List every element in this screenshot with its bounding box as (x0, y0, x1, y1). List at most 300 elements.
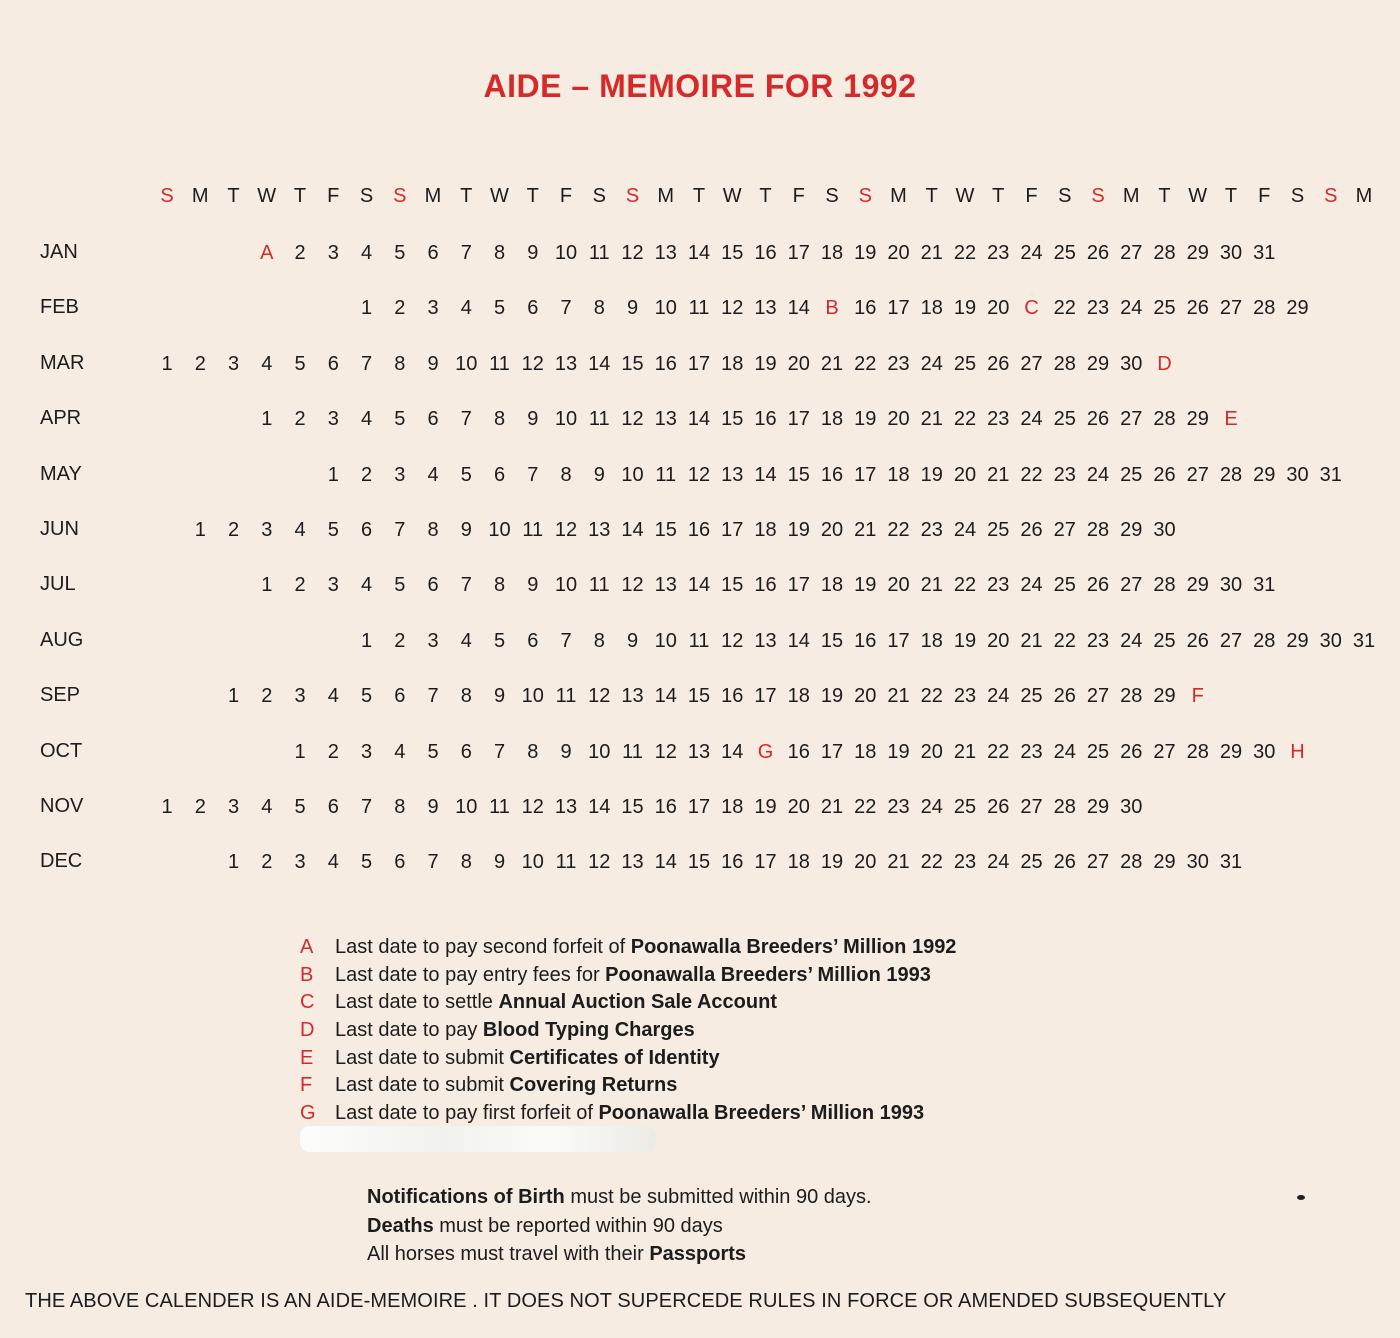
day-cell: 24 (953, 519, 977, 541)
day-cell: 30 (1286, 463, 1309, 486)
day-cell: 19 (953, 629, 977, 652)
notes (367, 1183, 872, 1269)
day-cell: 14 (721, 740, 744, 763)
deadline-marker: E (1224, 408, 1238, 431)
day-cell: 24 (987, 851, 1010, 874)
day-cell: 3 (227, 352, 240, 375)
day-cell: 3 (427, 629, 439, 652)
day-cell: 27 (1186, 463, 1209, 486)
legend-text: Last date to pay second forfeit of (335, 936, 631, 958)
footer-disclaimer: THE ABOVE CALENDER IS AN AIDE-MEMOIRE . IT DOES NOT SUPERCEDE RULES IN FORCE OR AMENDED SUBSEQUENTLY (25, 1290, 1227, 1312)
day-cell: 12 (687, 463, 711, 486)
day-cell: 10 (488, 519, 511, 541)
day-cell: 19 (820, 685, 844, 708)
day-cell: 27 (1020, 796, 1043, 818)
day-cell: 7 (560, 629, 572, 652)
day-cell: 23 (887, 796, 910, 818)
day-cell: 3 (294, 685, 306, 708)
day-cell: 10 (654, 629, 677, 652)
day-cell: 8 (493, 408, 506, 431)
day-cell: 19 (953, 297, 977, 320)
day-cell: 14 (654, 685, 677, 708)
weekday-header-cell: S (1058, 185, 1072, 207)
day-cell: 20 (820, 519, 844, 541)
day-cell: 8 (427, 519, 439, 541)
day-cell: 3 (327, 242, 339, 264)
day-cell: 14 (621, 519, 644, 541)
day-cell: 29 (1253, 463, 1276, 486)
day-cell: 1 (327, 463, 339, 486)
day-cell: 21 (920, 242, 943, 264)
day-cell: 25 (953, 796, 977, 818)
day-cell: 13 (654, 408, 677, 431)
day-cell: 22 (1053, 629, 1076, 652)
day-cell: 18 (820, 574, 844, 597)
day-cell: 10 (588, 740, 611, 763)
day-cell: 1 (360, 297, 373, 320)
day-cell: 20 (987, 629, 1010, 652)
day-cell: 6 (360, 519, 373, 541)
day-cell: 30 (1120, 796, 1143, 818)
day-cell: 30 (1219, 574, 1243, 597)
day-cell: 12 (621, 408, 644, 431)
day-cell: 6 (493, 463, 506, 486)
day-cell: 16 (787, 740, 810, 763)
day-cell: 16 (854, 629, 877, 652)
day-cell: 20 (920, 740, 943, 763)
month-label: OCT (40, 739, 83, 762)
day-cell: 24 (1020, 574, 1043, 597)
legend-text: Last date to pay entry fees for (335, 963, 606, 986)
note-text: must be reported within 90 days (433, 1214, 723, 1237)
day-cell: 9 (527, 408, 539, 431)
day-cell: 13 (621, 851, 644, 874)
legend-letter: E (300, 1046, 314, 1069)
day-cell: 26 (987, 352, 1010, 375)
day-cell: 17 (887, 629, 910, 652)
day-cell: 3 (227, 796, 240, 818)
day-cell: 22 (1020, 463, 1043, 486)
weekday-header-cell: T (1158, 185, 1171, 207)
day-cell: 27 (1120, 574, 1143, 597)
day-cell: 18 (820, 242, 844, 264)
legend-bold-text: Blood Typing Charges (482, 1019, 695, 1042)
day-cell: 16 (754, 574, 777, 597)
legend-bold-text: Poonawalla Breeders’ Million 1993 (605, 963, 931, 986)
day-cell: 24 (1120, 297, 1143, 320)
legend-item (300, 1072, 956, 1100)
day-cell: 23 (953, 851, 977, 874)
day-cell: 26 (1086, 408, 1110, 431)
day-cell: 7 (427, 685, 439, 708)
day-cell: 29 (1153, 851, 1176, 874)
correction-fluid-smudge (300, 1126, 656, 1152)
day-cell: 4 (261, 796, 273, 818)
day-cell: 2 (294, 242, 306, 264)
day-cell: 17 (787, 574, 810, 597)
day-cell: 25 (1053, 242, 1076, 264)
day-cell: 11 (588, 574, 610, 597)
day-cell: 9 (527, 574, 539, 597)
day-cell: 3 (394, 463, 406, 486)
day-cell: 20 (854, 851, 877, 874)
day-cell: 14 (654, 851, 677, 874)
legend-letter: F (300, 1074, 313, 1097)
legend-bold-text: Annual Auction Sale Account (498, 991, 777, 1014)
legend-text: Last date to pay (335, 1019, 483, 1042)
day-cell: 28 (1153, 242, 1176, 264)
day-cell: 16 (820, 463, 844, 486)
day-cell: 8 (593, 297, 605, 320)
day-cell: 19 (887, 740, 910, 763)
day-cell: 23 (987, 408, 1010, 431)
day-cell: 26 (1186, 629, 1209, 652)
note-birth (367, 1183, 872, 1212)
day-cell: 22 (920, 685, 943, 708)
day-cell: 5 (460, 463, 472, 486)
day-cell: 20 (953, 463, 977, 486)
day-cell: 2 (194, 352, 206, 375)
day-cell: 15 (687, 685, 711, 708)
deadline-marker: C (1024, 297, 1039, 320)
legend-item (300, 989, 956, 1017)
day-cell: 9 (593, 463, 605, 486)
day-cell: 27 (1219, 297, 1243, 320)
legend-bold-text: Poonawalla Breeders’ Million 1992 (630, 936, 957, 958)
day-cell: 14 (787, 297, 810, 320)
legend-item (300, 1100, 956, 1128)
day-cell: 25 (1053, 574, 1076, 597)
day-cell: 2 (261, 685, 273, 708)
day-cell: 21 (920, 574, 943, 597)
day-cell: 30 (1153, 519, 1176, 541)
day-cell: 13 (754, 297, 777, 320)
weekday-header-cell: T (992, 185, 1005, 207)
day-cell: 30 (1219, 242, 1243, 264)
day-cell: 26 (1086, 242, 1110, 264)
day-cell: 20 (887, 574, 910, 597)
deadline-marker: B (825, 297, 839, 320)
day-cell: 18 (787, 851, 810, 874)
day-cell: 4 (427, 463, 439, 486)
day-cell: 13 (654, 574, 677, 597)
day-cell: 11 (622, 740, 643, 763)
day-cell: 12 (588, 685, 611, 708)
day-cell: 7 (527, 463, 539, 486)
day-cell: 11 (522, 519, 544, 541)
day-cell: 3 (294, 851, 306, 874)
day-cell: 11 (588, 242, 610, 264)
day-cell: 25 (1020, 851, 1043, 874)
day-cell: 10 (554, 574, 578, 597)
day-cell: 7 (460, 408, 472, 431)
day-cell: 19 (754, 352, 777, 375)
day-cell: 13 (687, 740, 711, 763)
day-cell: 22 (854, 352, 877, 375)
day-cell: 24 (1120, 629, 1143, 652)
day-cell: 17 (820, 740, 844, 763)
weekday-header-cell: W (257, 185, 277, 207)
day-cell: 6 (394, 851, 406, 874)
day-cell: 10 (654, 297, 677, 320)
day-cell: 4 (460, 297, 472, 320)
day-cell: 22 (887, 519, 910, 541)
day-cell: 23 (920, 519, 943, 541)
day-cell: 28 (1253, 629, 1276, 652)
deadline-marker: H (1290, 740, 1305, 763)
day-cell: 11 (588, 408, 610, 431)
weekday-header-cell: S (825, 185, 839, 207)
weekday-header-cell: T (526, 185, 539, 207)
note-bold-text: Passports (649, 1243, 747, 1265)
day-cell: 15 (787, 463, 810, 486)
day-cell: 10 (455, 796, 478, 818)
legend (300, 934, 956, 1128)
day-cell: 1 (161, 352, 173, 375)
day-cell: 4 (261, 352, 273, 375)
day-cell: 16 (721, 685, 744, 708)
day-cell: 4 (394, 740, 406, 763)
day-cell: 10 (455, 352, 478, 375)
day-cell: 13 (754, 629, 777, 652)
day-cell: 25 (987, 519, 1010, 541)
day-cell: 21 (854, 519, 877, 541)
day-cell: 8 (460, 851, 472, 874)
day-cell: 8 (593, 629, 605, 652)
day-cell: 9 (427, 796, 439, 818)
legend-item (300, 934, 956, 962)
day-cell: 11 (688, 297, 710, 320)
day-cell: 18 (920, 629, 943, 652)
day-cell: 3 (261, 519, 273, 541)
day-cell: 2 (294, 574, 306, 597)
legend-item (300, 1017, 956, 1045)
day-cell: 20 (987, 297, 1010, 320)
day-cell: 23 (987, 242, 1010, 264)
legend-item (300, 1045, 956, 1073)
month-label: DEC (40, 850, 83, 873)
day-cell: 3 (327, 574, 339, 597)
day-cell: 3 (327, 408, 339, 431)
day-cell: 13 (721, 463, 744, 486)
day-cell: 1 (227, 851, 240, 874)
day-cell: 16 (754, 242, 777, 264)
day-cell: 28 (1253, 297, 1276, 320)
weekday-header-cell: T (925, 185, 938, 207)
day-cell: 26 (1053, 685, 1076, 708)
legend-item (300, 962, 956, 990)
day-cell: 7 (460, 242, 472, 264)
day-cell: 18 (721, 352, 744, 375)
month-label: AUG (40, 628, 84, 651)
day-cell: 11 (489, 352, 510, 375)
day-cell: 28 (1186, 740, 1209, 763)
note-deaths (367, 1212, 872, 1241)
day-cell: 29 (1219, 740, 1243, 763)
weekday-header-cell: T (227, 185, 240, 207)
page-title: AIDE – MEMOIRE FOR 1992 (483, 68, 917, 104)
day-cell: 8 (460, 685, 472, 708)
day-cell: 9 (527, 242, 539, 264)
legend-letter: G (300, 1102, 316, 1125)
day-cell: 30 (1186, 851, 1209, 874)
day-cell: 25 (1120, 463, 1143, 486)
day-cell: 31 (1319, 463, 1342, 486)
day-cell: 28 (1120, 685, 1143, 708)
day-cell: 20 (887, 408, 910, 431)
day-cell: 16 (721, 851, 744, 874)
day-cell: 2 (394, 629, 406, 652)
day-cell: 1 (294, 740, 306, 763)
deadline-marker: F (1191, 685, 1204, 708)
deadline-marker: G (757, 740, 774, 763)
day-cell: 26 (1020, 519, 1043, 541)
day-cell: 15 (654, 519, 677, 541)
day-cell: 19 (754, 796, 777, 818)
day-cell: 9 (493, 851, 506, 874)
day-cell: 26 (1153, 463, 1176, 486)
day-cell: 6 (527, 297, 539, 320)
day-cell: 12 (588, 851, 611, 874)
day-cell: 27 (1153, 740, 1176, 763)
day-cell: 27 (1086, 685, 1110, 708)
day-cell: 5 (427, 740, 439, 763)
day-cell: 8 (394, 796, 406, 818)
day-cell: 21 (887, 685, 910, 708)
month-label: NOV (40, 795, 84, 817)
day-cell: 16 (754, 408, 777, 431)
weekday-header-cell: S (1290, 185, 1305, 207)
day-cell: 12 (521, 352, 544, 375)
weekday-header-cell: S (858, 185, 872, 207)
weekday-header-cell: S (625, 185, 640, 207)
day-cell: 23 (1086, 629, 1110, 652)
weekday-header-cell: M (1122, 185, 1140, 207)
day-cell: 29 (1186, 242, 1209, 264)
deadline-marker: D (1157, 352, 1172, 375)
day-cell: 21 (820, 352, 844, 375)
month-label: JUN (40, 518, 79, 540)
month-label: SEP (40, 684, 81, 707)
note-bold-text: Deaths (367, 1214, 434, 1237)
weekday-header-cell: M (890, 185, 907, 207)
day-cell: 20 (887, 242, 910, 264)
weekday-header-cell: M (657, 185, 675, 207)
month-label: JAN (40, 241, 78, 263)
day-cell: 12 (654, 740, 677, 763)
day-cell: 17 (687, 352, 711, 375)
day-cell: 13 (554, 796, 578, 818)
day-cell: 7 (493, 740, 506, 763)
day-cell: 15 (721, 574, 744, 597)
day-cell: 31 (1352, 629, 1376, 652)
day-cell: 20 (787, 796, 810, 818)
day-cell: 5 (294, 352, 306, 375)
day-cell: 28 (1120, 851, 1143, 874)
day-cell: 14 (754, 463, 777, 486)
day-cell: 29 (1186, 574, 1209, 597)
day-cell: 7 (360, 796, 373, 818)
day-cell: 26 (987, 796, 1010, 818)
weekday-header-cell: W (955, 185, 975, 207)
weekday-header-cell: S (359, 185, 374, 207)
day-cell: 8 (493, 242, 506, 264)
day-cell: 23 (1086, 297, 1110, 320)
day-cell: 27 (1219, 629, 1243, 652)
legend-text: Last date to settle (335, 991, 499, 1014)
day-cell: 5 (360, 685, 373, 708)
day-cell: 6 (394, 685, 406, 708)
day-cell: 16 (654, 796, 677, 818)
day-cell: 10 (521, 685, 544, 708)
day-cell: 15 (687, 851, 711, 874)
day-cell: 17 (887, 297, 910, 320)
day-cell: 19 (854, 408, 877, 431)
day-cell: 22 (1053, 297, 1076, 320)
weekday-header-cell: M (191, 185, 209, 207)
day-cell: 11 (688, 629, 710, 652)
day-cell: 23 (987, 574, 1010, 597)
day-cell: 2 (294, 408, 306, 431)
day-cell: 16 (687, 519, 711, 541)
note-passports (367, 1240, 872, 1269)
day-cell: 25 (1086, 740, 1110, 763)
legend-text: Last date to submit (335, 1046, 510, 1069)
day-cell: 29 (1186, 408, 1209, 431)
day-cell: 18 (787, 685, 810, 708)
day-cell: 25 (1053, 408, 1076, 431)
weekday-header-cell: S (393, 185, 407, 207)
legend-letter: A (300, 936, 314, 958)
day-cell: 25 (953, 352, 977, 375)
legend-letter: B (300, 963, 314, 986)
day-cell: 23 (887, 352, 910, 375)
day-cell: 29 (1286, 297, 1309, 320)
day-cell: 13 (621, 685, 644, 708)
day-cell: 18 (721, 796, 744, 818)
day-cell: 9 (560, 740, 572, 763)
day-cell: 17 (754, 685, 777, 708)
weekday-header-cell: W (490, 185, 509, 207)
day-cell: 14 (588, 352, 611, 375)
day-cell: 15 (721, 408, 744, 431)
day-cell: 23 (1053, 463, 1076, 486)
weekday-header-cell: T (692, 185, 706, 207)
legend-letter: D (300, 1019, 315, 1042)
day-cell: 28 (1153, 574, 1176, 597)
day-cell: 22 (953, 574, 977, 597)
day-cell: 6 (427, 574, 439, 597)
day-cell: 29 (1086, 796, 1110, 818)
day-cell: 19 (854, 242, 877, 264)
day-cell: 24 (920, 796, 943, 818)
day-cell: 21 (953, 740, 977, 763)
day-cell: 17 (787, 408, 810, 431)
day-cell: 18 (820, 408, 844, 431)
day-cell: 13 (588, 519, 611, 541)
weekday-header-cell: S (1324, 185, 1338, 207)
month-label: FEB (40, 296, 79, 319)
weekday-header-cell: F (327, 185, 340, 207)
day-cell: 24 (987, 685, 1010, 708)
day-cell: 24 (1020, 408, 1043, 431)
day-cell: 21 (887, 851, 910, 874)
day-cell: 18 (887, 463, 910, 486)
day-cell: 26 (1186, 297, 1209, 320)
day-cell: 21 (987, 463, 1010, 486)
day-cell: 19 (854, 574, 877, 597)
day-cell: 18 (920, 297, 943, 320)
